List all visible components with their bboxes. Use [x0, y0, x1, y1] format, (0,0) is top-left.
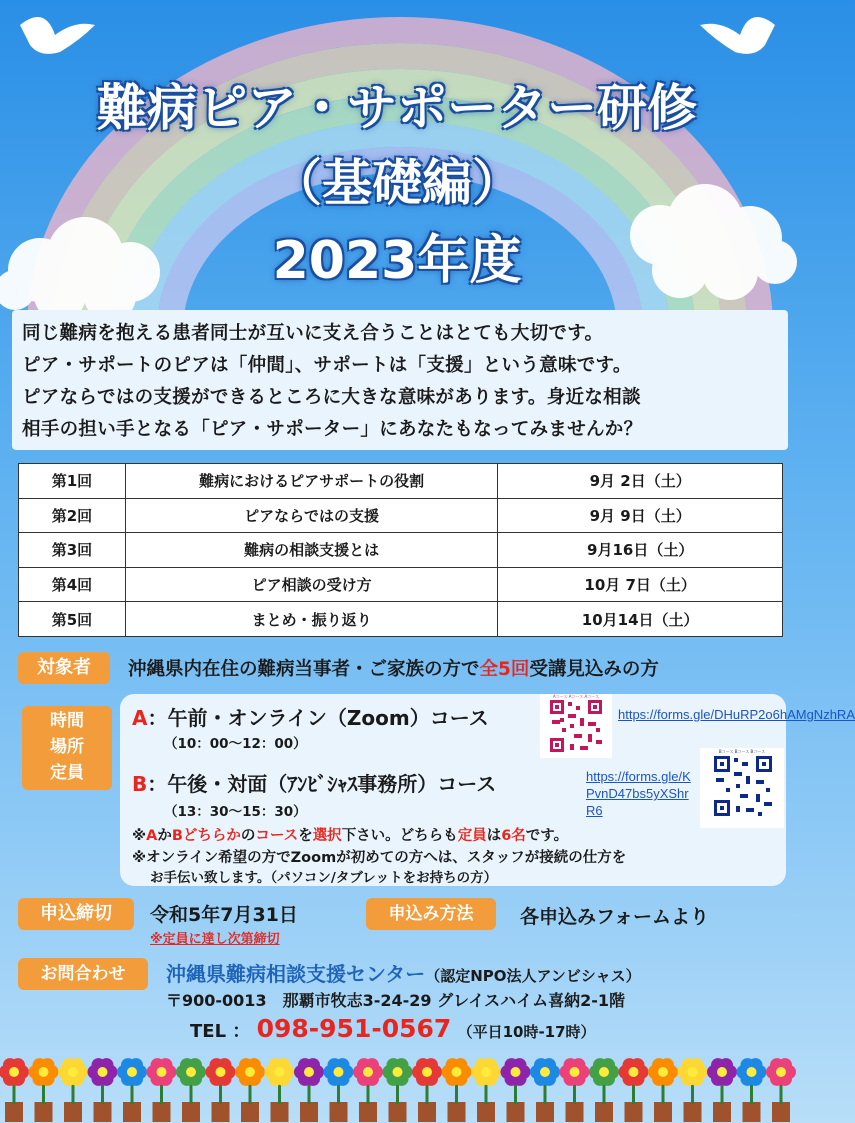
note-select: 選択: [312, 828, 342, 844]
note-text: か: [157, 828, 172, 844]
time-place-label: [22, 706, 112, 790]
course-a-time: （10：00～12：00）: [164, 736, 307, 752]
flower-icon: [117, 1058, 147, 1122]
session-topic: 難病におけるピアサポートの役割: [125, 464, 497, 499]
flower-icon: [501, 1058, 531, 1122]
session-date: 9月 2日（土）: [498, 464, 783, 499]
flower-icon: [353, 1058, 383, 1122]
session-date: 9月16日（土）: [498, 533, 783, 568]
session-topic: 難病の相談支援とは: [125, 533, 497, 568]
capacity-label: 定員: [50, 763, 84, 783]
flower-icon: [58, 1058, 88, 1122]
note-text: 下さい。どちらも: [341, 828, 458, 844]
method-text: 各申込みフォームより: [520, 906, 710, 928]
time-label: 時間: [50, 711, 84, 731]
table-row: [19, 498, 783, 533]
deadline-label: 申込締切: [18, 898, 134, 930]
note-text: を: [298, 828, 313, 844]
flower-icon: [766, 1058, 796, 1122]
zoom-help-note: ※オンライン希望の方でZoomが初めての方へは、スタッフが接続の仕方を: [132, 850, 627, 866]
flower-icon: [589, 1058, 619, 1122]
course-b-time: （13：30～15：30）: [164, 804, 307, 820]
intro-box: [12, 310, 788, 450]
place-label: 場所: [50, 737, 84, 757]
flower-icon: [176, 1058, 206, 1122]
intro-line: ピア・サポートのピアは「仲間」、サポートは「支援」という意味です。: [22, 355, 632, 376]
org-name: 沖縄県難病相談支援センター: [166, 962, 426, 986]
contact-org: [166, 958, 641, 987]
flower-icon: [619, 1058, 649, 1122]
flower-icon: [737, 1058, 767, 1122]
flower-icon: [206, 1058, 236, 1122]
flower-icon: [707, 1058, 737, 1122]
contact-address: 〒900-0013 那覇市牧志3-24-29 グレイスハイム喜納2-1階: [166, 991, 626, 1010]
target-label: 対象者: [18, 652, 110, 684]
note-text: です。: [525, 828, 569, 844]
intro-line: 相手の担い手となる「ピア・サポーター」にあなたもなってみませんか？: [22, 419, 643, 440]
deadline-date: 令和5年7月31日: [150, 904, 298, 926]
table-row: [19, 533, 783, 568]
course-selection-note: [132, 824, 568, 845]
qr-code-a-icon[interactable]: [540, 694, 612, 758]
svg-text:Bコース Bコース Bコース: Bコース Bコース Bコース: [718, 749, 766, 754]
method-label: 申込み方法: [366, 898, 496, 930]
target-text: [128, 655, 659, 681]
flower-border: [0, 1050, 794, 1123]
session-date: 10月14日（土）: [498, 602, 783, 637]
session-number: 第5回: [19, 602, 126, 637]
session-topic: まとめ・振り返り: [125, 602, 497, 637]
note-a: A: [146, 828, 158, 844]
table-row: [19, 567, 783, 602]
tel-hours: （平日10時-17時）: [457, 1023, 596, 1041]
session-number: 第4回: [19, 567, 126, 602]
flower-icon: [442, 1058, 472, 1122]
page-year: 2023年度: [272, 231, 522, 291]
flower-icon: [324, 1058, 354, 1122]
session-topic: ピアならではの支援: [125, 498, 497, 533]
flower-icon: [471, 1058, 501, 1122]
note-text: は: [486, 828, 502, 844]
session-number: 第3回: [19, 533, 126, 568]
course-b-text: ：午後・対面（ｱﾝﾋﾞｼｬｽ事務所）コース: [147, 772, 497, 796]
zoom-help-note-2: お手伝い致します。（パソコン/タブレットをお持ちの方）: [150, 870, 498, 886]
tel-label: TEL ：: [190, 1021, 251, 1042]
flower-icon: [383, 1058, 413, 1122]
note-b: B: [171, 828, 183, 844]
qr-code-b-icon[interactable]: [700, 748, 784, 828]
course-a-form-link[interactable]: https://forms.gle/DHuRP2o6hAMgNzhRA: [618, 707, 855, 722]
schedule-table: [18, 463, 783, 637]
flower-icon: [294, 1058, 324, 1122]
contact-label: お問合わせ: [18, 958, 148, 990]
note-capacity: 定員: [457, 828, 487, 844]
page-subtitle: （基礎編）: [272, 154, 522, 212]
flower-icon: [678, 1058, 708, 1122]
session-number: 第2回: [19, 498, 126, 533]
course-a-letter: A: [132, 706, 148, 730]
flower-icon: [29, 1058, 59, 1122]
session-number: 第1回: [19, 464, 126, 499]
note-text: の: [240, 828, 256, 844]
intro-line: 同じ難病を抱える患者同士が互いに支え合うことはとても大切です。: [22, 323, 604, 344]
flower-icon: [147, 1058, 177, 1122]
course-b-form-link[interactable]: https://forms.gle/KPvnD47bs5yXShrR6: [586, 769, 691, 818]
flower-icon: [88, 1058, 118, 1122]
note-six: 6名: [501, 828, 526, 844]
table-row: [19, 464, 783, 499]
tel-number[interactable]: 098-951-0567: [256, 1014, 452, 1043]
target-text-main: 沖縄県内在住の難病当事者・ご家族の方で: [128, 659, 480, 680]
note-mark: ※: [132, 828, 147, 844]
flower-icon: [235, 1058, 265, 1122]
deadline-note: ※定員に達し次第締切: [150, 932, 280, 947]
session-date: 10月 7日（土）: [498, 567, 783, 602]
course-b-letter: B: [132, 772, 148, 796]
flower-icon: [648, 1058, 678, 1122]
target-text-tail: 受講見込みの方: [529, 659, 659, 680]
course-a-text: ：午前・オンライン（Zoom）コース: [147, 706, 489, 730]
flower-icon: [265, 1058, 295, 1122]
dove-icon-left: [20, 17, 95, 54]
svg-text:Aコース Aコース Aコース: Aコース Aコース Aコース: [552, 694, 600, 699]
flower-icon: [0, 1058, 29, 1122]
dove-icon-right: [700, 17, 775, 54]
flower-icon: [560, 1058, 590, 1122]
target-sessions: 全5回: [479, 659, 530, 680]
flower-icon: [530, 1058, 560, 1122]
flower-icon: [412, 1058, 442, 1122]
note-either: どちらか: [182, 828, 241, 844]
org-sub: （認定NPO法人アンビシャス）: [425, 967, 641, 985]
contact-phone: [190, 1014, 596, 1043]
table-row: [19, 602, 783, 637]
course-a-title: [132, 702, 489, 731]
page-title: 難病ピア・サポーター研修: [97, 79, 697, 137]
session-topic: ピア相談の受け方: [125, 567, 497, 602]
session-date: 9月 9日（土）: [498, 498, 783, 533]
note-course: コース: [255, 828, 299, 844]
course-b-title: [132, 768, 496, 797]
intro-line: ピアならではの支援ができるところに大きな意味があります。身近な相談: [22, 387, 641, 408]
